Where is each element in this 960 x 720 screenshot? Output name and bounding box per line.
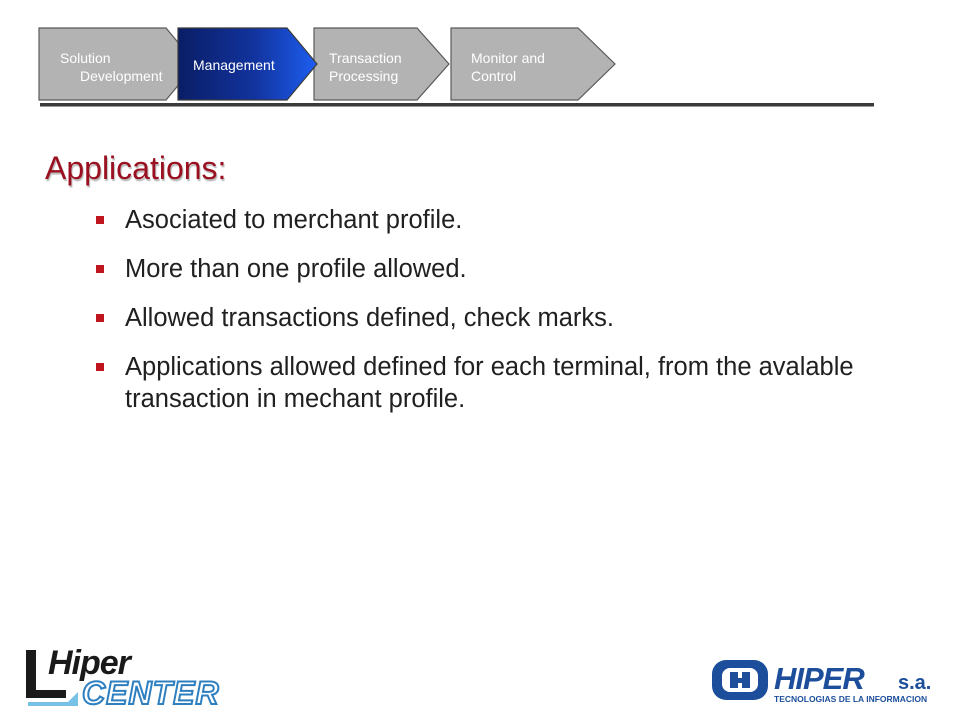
logo-suffix-text: s.a. [898,672,932,694]
bullet-text: Allowed transactions defined, check marks. [125,304,614,332]
bullet-square-icon [96,265,104,273]
bullet-text: Asociated to merchant profile. [125,206,463,234]
bullet-item [95,351,895,415]
step-label: Development [80,68,163,84]
bullet-square-icon [96,216,104,224]
bullet-text: More than one profile allowed. [125,255,467,283]
step-management [177,27,322,101]
step-solution-development [38,27,198,101]
hiper-sa-logo [710,656,950,706]
logo-brand-text: HIPER [774,661,864,696]
step-label: Transaction [329,50,402,66]
header-divider-shadow [40,106,874,107]
step-label: Processing [329,68,399,84]
logo-word-center: CENTER [82,675,220,710]
bullet-item [95,302,895,334]
slide-heading: Applications: [45,150,227,186]
step-transaction-processing [313,27,473,101]
step-monitor-and-control [450,27,620,101]
hiper-center-logo [22,640,247,710]
step-label: Solution [60,50,111,66]
logo-tagline: TECNOLOGIAS DE LA INFORMACION [774,694,928,704]
bullet-item [95,253,895,285]
step-label: Control [471,68,517,84]
logo-emblem-bar [730,678,750,683]
bullet-item [95,204,895,236]
step-label: Management [193,57,275,73]
bullet-square-icon [96,363,104,371]
bullet-text: Applications allowed defined for each terminal, from the avalable transaction in mechant profile. [125,353,854,413]
step-label: Monitor and [471,50,545,66]
bullet-square-icon [96,314,104,322]
logo-word-hiper: Hiper [48,644,130,682]
process-steps-bar [0,0,960,110]
bullet-list [95,204,895,432]
